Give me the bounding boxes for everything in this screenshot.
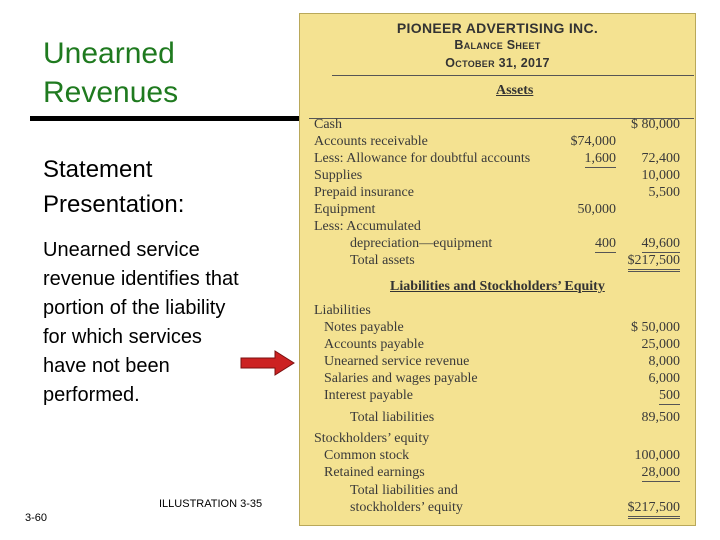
asset-label: Prepaid insurance: [314, 185, 414, 200]
asset-row: [300, 235, 695, 252]
asset-amount-col1: 1,600: [584, 151, 616, 166]
liability-row: [300, 447, 695, 464]
asset-row: [300, 133, 695, 150]
liability-row: [300, 464, 695, 481]
liability-row: [300, 336, 695, 353]
statement-date: October 31, 2017: [445, 56, 550, 70]
company-name: PIONEER ADVERTISING INC.: [396, 20, 599, 36]
header-divider: [332, 75, 694, 76]
asset-row: [300, 184, 695, 201]
asset-label: Total assets: [350, 253, 415, 268]
liability-amount-col2: $ 50,000: [631, 320, 680, 335]
subheading: Statement Presentation:: [43, 156, 185, 218]
liability-row: [300, 319, 695, 336]
liability-label: Stockholders’ equity: [314, 431, 430, 446]
liability-label: Salaries and wages payable: [324, 371, 478, 386]
asset-amount-col2: 5,500: [648, 185, 680, 200]
liability-amount-col2: 6,000: [648, 371, 680, 386]
liability-row: [300, 499, 695, 516]
liability-amount-col2: $217,500: [628, 499, 681, 519]
liability-row: [300, 430, 695, 447]
asset-amount-col2: 72,400: [641, 151, 680, 166]
liability-row: [300, 409, 695, 426]
asset-label: depreciation—equipment: [350, 236, 493, 251]
liability-label: Total liabilities and: [350, 483, 458, 498]
asset-amount-col2: $217,500: [628, 252, 681, 272]
liability-row: [300, 370, 695, 387]
page-number: 3-60: [25, 512, 48, 524]
body-text: Unearned service revenue identifies that portion of the liability for which services have not been performed.: [43, 239, 239, 406]
liability-label: Accounts payable: [324, 337, 424, 352]
statement-title: Balance Sheet: [454, 38, 541, 52]
liability-row: [300, 353, 695, 370]
illustration-reference: ILLUSTRATION 3-35: [159, 498, 263, 510]
asset-row: [300, 116, 695, 133]
asset-label: Supplies: [314, 168, 363, 183]
liability-amount-col2: 100,000: [634, 448, 680, 463]
liability-row: [300, 387, 695, 404]
asset-amount-col1: 400: [595, 236, 616, 251]
liability-amount-col2: 500: [659, 388, 680, 403]
liability-amount-col2: 28,000: [641, 465, 680, 480]
liability-label: Interest payable: [324, 388, 414, 403]
liability-label: Notes payable: [324, 320, 404, 335]
asset-amount-col2: 49,600: [641, 236, 680, 251]
liability-label: Retained earnings: [324, 465, 425, 480]
asset-amount-col2: 10,000: [641, 168, 680, 183]
asset-label: Cash: [314, 117, 342, 132]
asset-label: Equipment: [314, 202, 376, 217]
liability-row: [300, 482, 695, 499]
liability-label: Unearned service revenue: [324, 354, 470, 369]
title-divider: [30, 116, 302, 121]
liability-amount-col2: 25,000: [641, 337, 680, 352]
balance-sheet: [299, 13, 696, 526]
asset-amount-col1: $74,000: [570, 134, 616, 149]
asset-row: [300, 218, 695, 235]
assets-heading: Assets: [496, 83, 534, 98]
liability-row: [300, 302, 695, 319]
liability-amount-col2: 8,000: [648, 354, 680, 369]
red-arrow-icon: [240, 350, 296, 376]
asset-label: Less: Accumulated: [314, 219, 421, 234]
liability-label: Total liabilities: [350, 410, 435, 425]
liability-label: Liabilities: [314, 303, 371, 318]
asset-row: [300, 252, 695, 269]
liabilities-equity-heading: Liabilities and Stockholders’ Equity: [390, 279, 605, 294]
asset-label: Less: Allowance for doubtful accounts: [314, 151, 531, 166]
asset-amount-col2: $ 80,000: [631, 117, 680, 132]
liability-label: Common stock: [324, 448, 410, 463]
asset-label: Accounts receivable: [314, 134, 428, 149]
liability-amount-col2: 89,500: [641, 410, 680, 425]
asset-row: [300, 167, 695, 184]
slide-title: Unearned Revenues: [43, 37, 179, 109]
asset-amount-col1: 50,000: [577, 202, 616, 217]
liability-label: stockholders’ equity: [350, 500, 463, 515]
asset-row: [300, 201, 695, 218]
asset-row: [300, 150, 695, 167]
